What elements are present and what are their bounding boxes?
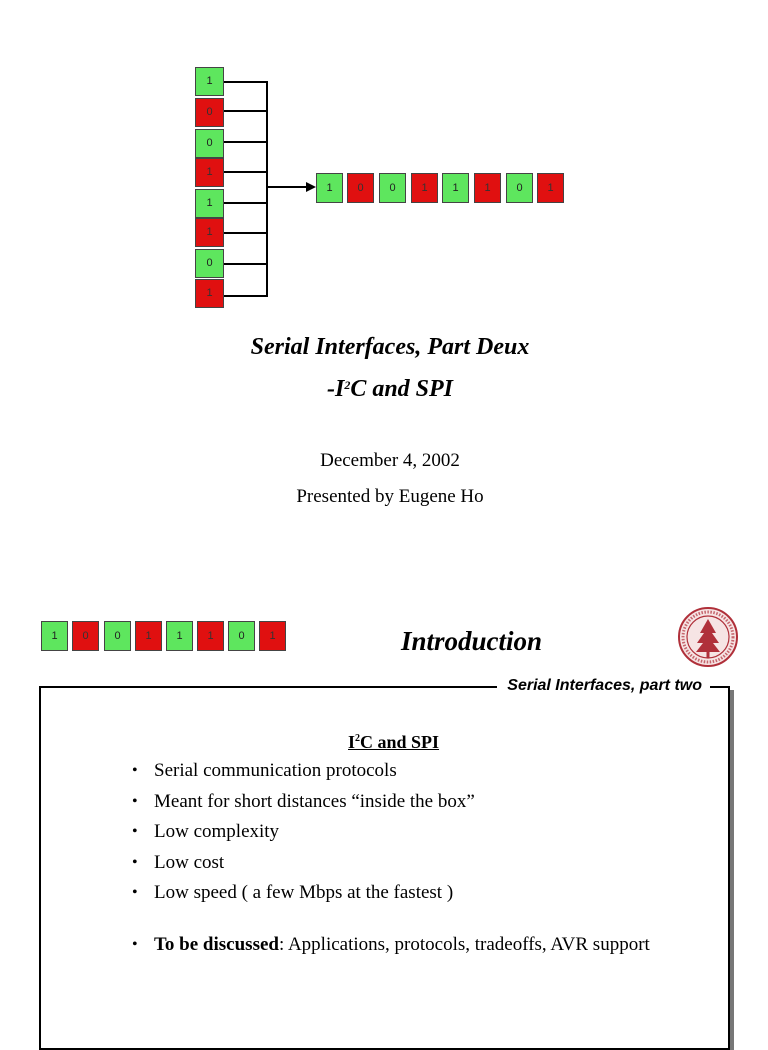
horizontal-bit: 0 <box>379 173 406 203</box>
discussed-text: : Applications, protocols, tradeoffs, AVR support <box>278 934 650 955</box>
list-item: • Meant for short distances “inside the box” <box>128 791 668 813</box>
presenter-line: Presented by Eugene Ho <box>296 486 484 507</box>
vertical-bit: 1 <box>195 189 224 218</box>
wire <box>224 263 268 265</box>
wire <box>224 81 268 83</box>
vertical-bit: 1 <box>195 279 224 308</box>
vertical-bit: 0 <box>195 98 224 127</box>
horizontal-bit: 0 <box>347 173 374 203</box>
discussed-label: To be discussed <box>154 934 279 955</box>
horizontal-bit: 1 <box>537 173 564 203</box>
section-heading: $I^2C$ and SPI <box>348 732 440 752</box>
university-seal-icon <box>678 607 738 667</box>
wire <box>224 232 268 234</box>
list-item: • Serial communication protocols <box>128 760 668 782</box>
horizontal-bit: 1 <box>411 173 438 203</box>
header-bit: 1 <box>197 621 224 651</box>
horizontal-bit: 1 <box>316 173 343 203</box>
header-bit: 1 <box>135 621 162 651</box>
header-bit: 0 <box>228 621 255 651</box>
list-item <box>128 934 668 956</box>
list-item: • Low speed ( a few Mbps at the fastest ) <box>128 882 668 904</box>
horizontal-bit: 1 <box>474 173 501 203</box>
presentation-date: December 4, 2002 <box>320 450 460 471</box>
header-bit: 0 <box>72 621 99 651</box>
slide-heading: Introduction <box>401 626 543 656</box>
wire <box>224 171 268 173</box>
vertical-bit: 1 <box>195 67 224 96</box>
horizontal-bit: 1 <box>442 173 469 203</box>
header-bit: 1 <box>259 621 286 651</box>
content-frame <box>39 677 730 1050</box>
header-bit: 1 <box>166 621 193 651</box>
slide-title: Serial Interfaces, Part Deux <box>250 334 530 360</box>
wire <box>224 110 268 112</box>
list-item: • Low cost <box>128 852 668 874</box>
arrow-icon <box>268 180 318 194</box>
wire <box>224 141 268 143</box>
wire <box>224 295 268 297</box>
wire <box>224 202 268 204</box>
list-item: • Low complexity <box>128 821 668 843</box>
vertical-bit: 0 <box>195 129 224 158</box>
horizontal-bit: 0 <box>506 173 533 203</box>
header-bit: 0 <box>104 621 131 651</box>
slide-subtitle: $-I^2C$ and SPI <box>326 376 454 402</box>
vertical-bit: 1 <box>195 218 224 247</box>
frame-label: Serial Interfaces, part two <box>497 677 710 695</box>
header-bit: 1 <box>41 621 68 651</box>
bullet-list <box>128 760 668 965</box>
vertical-bit: 0 <box>195 249 224 278</box>
vertical-bit: 1 <box>195 158 224 187</box>
